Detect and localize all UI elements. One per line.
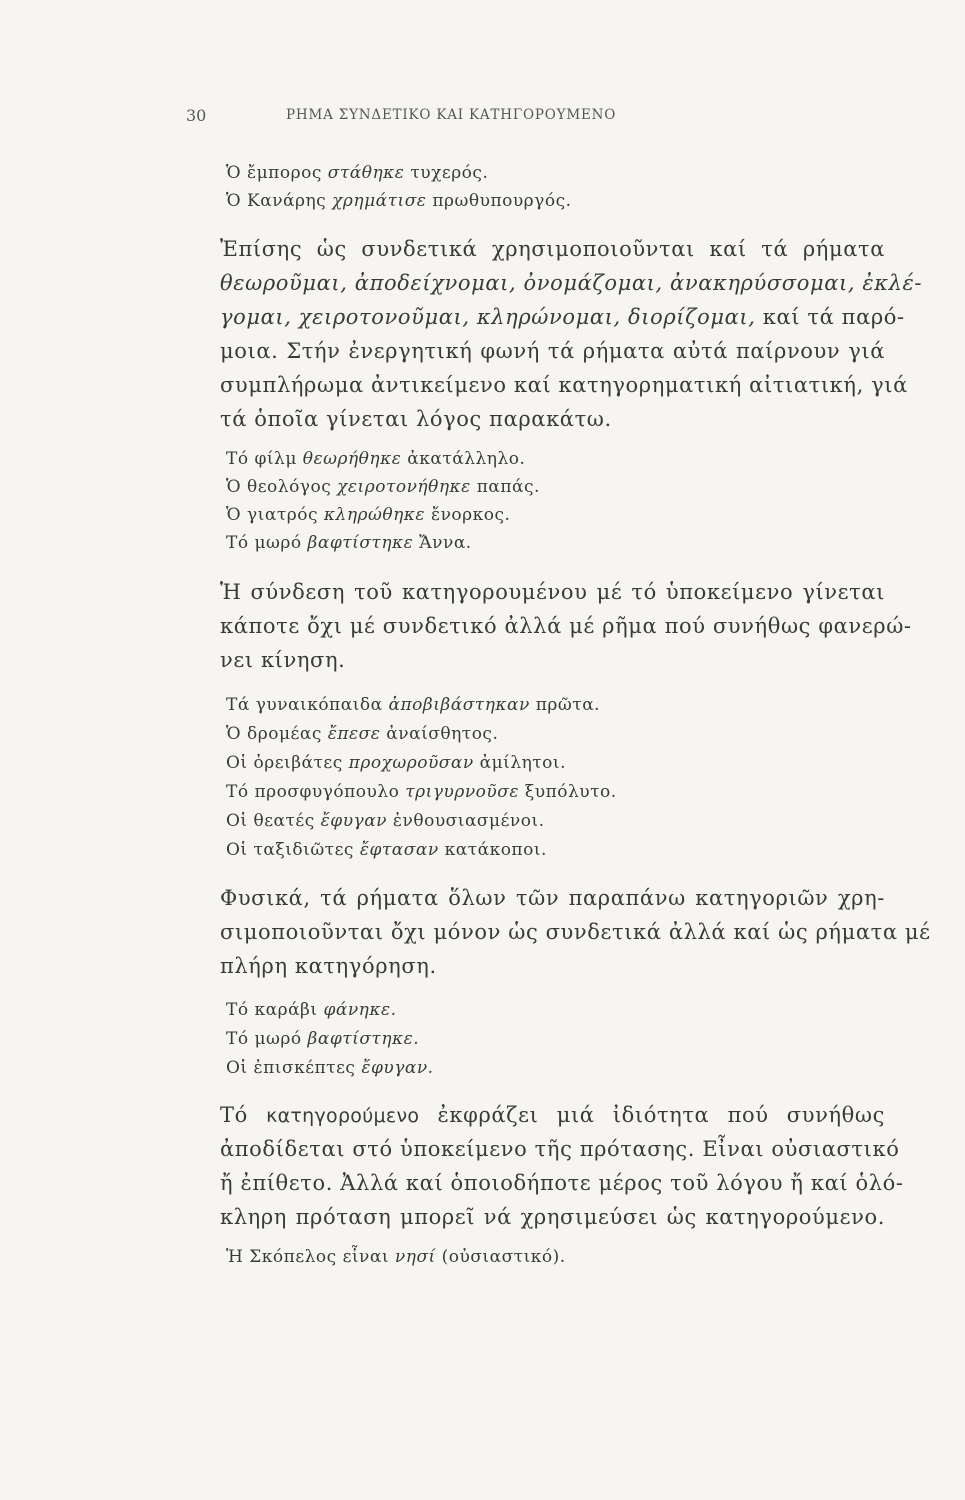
example-line: Ὁ γιατρός κληρώθηκε ἔνορκος.: [226, 505, 511, 525]
paragraph-line: πλήρη κατηγόρηση.: [220, 954, 437, 978]
paragraph-line: νει κίνηση.: [220, 648, 346, 672]
paragraph-line: κάποτε ὄχι μέ συνδετικό ἀλλά μέ ρῆμα πού συνήθως φανερώ-: [220, 614, 912, 638]
example-line: Ὁ θεολόγος χειροτονήθηκε παπάς.: [226, 477, 540, 497]
example-line: Τό προσφυγόπουλο τριγυρνοῦσε ξυπόλυτο.: [226, 782, 617, 802]
paragraph-line: ἤ ἐπίθετο. Ἀλλά καί ὁποιοδήποτε μέρος τοῦ λόγου ἤ καί ὁλό-: [220, 1171, 904, 1195]
paragraph-line: συμπλήρωμα ἀντικείμενο καί κατηγορηματική αἰτιατική, γιά: [220, 373, 908, 397]
paragraph-line: Φυσικά, τά ρήματα ὅλων τῶν παραπάνω κατηγοριῶν χρη-: [220, 886, 885, 910]
example-line: Τό μωρό βαφτίστηκε Ἄννα.: [226, 533, 472, 553]
paragraph-line: τά ὁποῖα γίνεται λόγος παρακάτω.: [220, 407, 612, 431]
page-header: [186, 106, 746, 130]
example-line: Τό μωρό βαφτίστηκε.: [226, 1029, 420, 1049]
paragraph-line: Ἡ σύνδεση τοῦ κατηγορουμένου μέ τό ὑποκείμενο γίνεται: [220, 580, 885, 604]
example-line: Ὁ ἔμπορος στάθηκε τυχερός.: [226, 163, 489, 183]
example-line: Ἡ Σκόπελος εἶναι νησί (οὐσιαστικό).: [226, 1247, 566, 1267]
page-number: 30: [186, 106, 207, 125]
example-line: Οἱ θεατές ἔφυγαν ἐνθουσιασμένοι.: [226, 811, 545, 831]
paragraph-line: Τό κατηγορούμενο ἐκφράζει μιά ἰδιότητα πού συνήθως: [220, 1103, 885, 1127]
paragraph-line: θεωροῦμαι, ἀποδείχνομαι, ὀνομάζομαι, ἀνακηρύσσομαι, ἐκλέ-: [220, 271, 923, 295]
term-kategoroumeno: κατηγορούμενο: [266, 1105, 420, 1127]
example-line: Τό φίλμ θεωρήθηκε ἀκατάλληλο.: [226, 449, 526, 469]
paragraph-line: Ἐπίσης ὡς συνδετικά χρησιμοποιοῦνται καί τά ρήματα: [220, 237, 885, 261]
paragraph-line: ἀποδίδεται στό ὑποκείμενο τῆς πρότασης. Εἶναι οὐσιαστικό: [220, 1137, 900, 1161]
example-line: Οἱ ἐπισκέπτες ἔφυγαν.: [226, 1058, 434, 1078]
running-title: ΡΗΜΑ ΣΥΝΔΕΤΙΚΟ ΚΑΙ ΚΑΤΗΓΟΡΟΥΜΕΝΟ: [286, 107, 617, 123]
example-line: Οἱ ὀρειβάτες προχωροῦσαν ἀμίλητοι.: [226, 753, 566, 773]
paragraph-line: μοια. Στήν ἐνεργητική φωνή τά ρήματα αὐτά παίρνουν γιά: [220, 339, 885, 363]
example-line: Οἱ ταξιδιῶτες ἔφτασαν κατάκοποι.: [226, 840, 547, 860]
example-line: Ὁ Κανάρης χρημάτισε πρωθυπουργός.: [226, 191, 572, 211]
example-line: Τό καράβι φάνηκε.: [226, 1000, 397, 1020]
paragraph-line: κληρη πρόταση μπορεῖ νά χρησιμεύσει ὡς κατηγορούμενο.: [220, 1205, 885, 1229]
example-line: Ὁ δρομέας ἔπεσε ἀναίσθητος.: [226, 724, 499, 744]
paragraph-line: γομαι, χειροτονοῦμαι, κληρώνομαι, διορίζομαι, καί τά παρό-: [220, 305, 905, 329]
paragraph-line: σιμοποιοῦνται ὄχι μόνον ὡς συνδετικά ἀλλά καί ὡς ρήματα μέ: [220, 920, 931, 944]
example-line: Τά γυναικόπαιδα ἀποβιβάστηκαν πρῶτα.: [226, 695, 601, 715]
